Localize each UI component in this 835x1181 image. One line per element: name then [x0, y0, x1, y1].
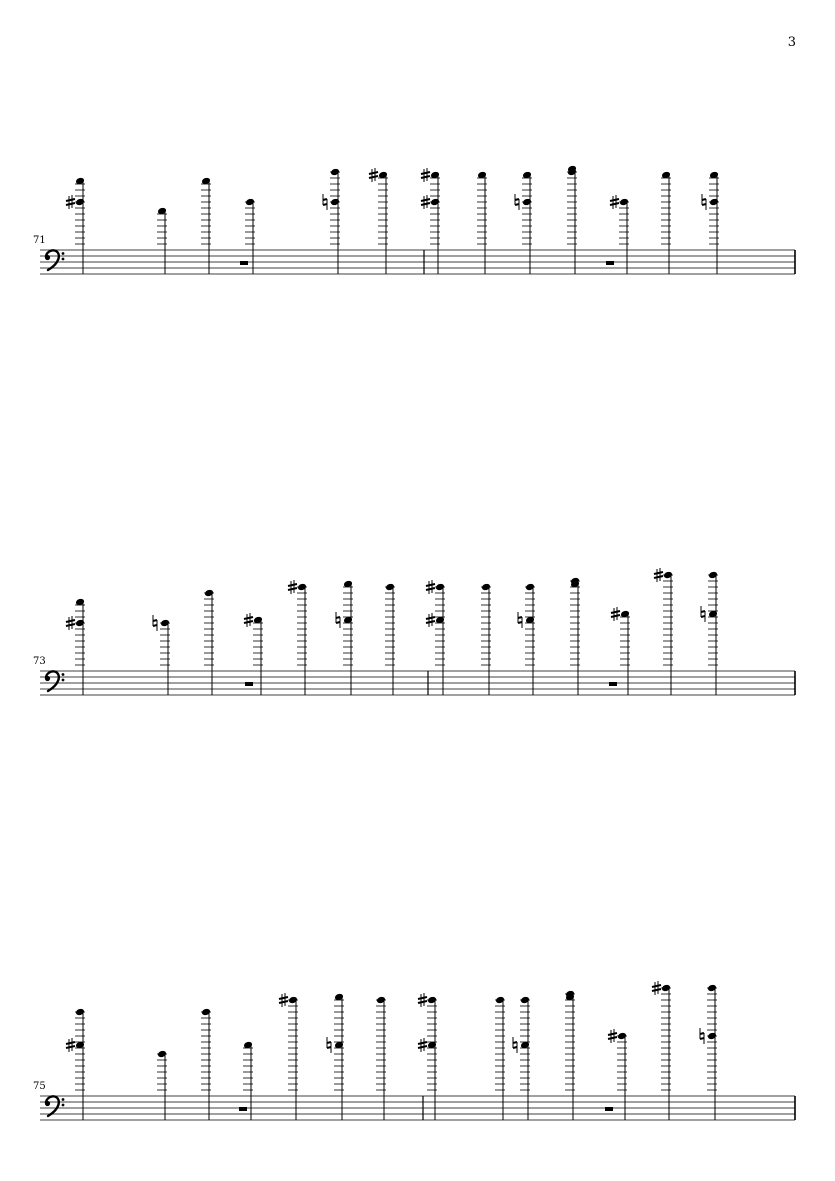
chord	[157, 207, 167, 274]
sharp-stroke	[426, 617, 435, 619]
sharp-accidental	[652, 981, 661, 995]
staff-system	[33, 981, 795, 1120]
sharp-stroke	[426, 621, 435, 623]
measure-number: 71	[33, 235, 46, 246]
sharp-accidental	[369, 168, 378, 182]
sharp-accidental	[608, 1029, 617, 1043]
sharp-stroke	[66, 1046, 75, 1048]
natural-stroke	[336, 617, 340, 618]
chord	[369, 168, 388, 274]
sharp-accidental	[611, 607, 620, 621]
chord	[288, 580, 307, 695]
sharp-accidental	[610, 195, 619, 209]
sharp-stroke	[426, 588, 435, 590]
natural-accidental	[701, 606, 705, 622]
half-rest	[605, 1107, 613, 1111]
natural-stroke	[327, 1042, 331, 1043]
natural-accidental	[513, 1037, 517, 1053]
natural-stroke	[336, 622, 340, 623]
natural-stroke	[515, 199, 519, 200]
clef-dot	[62, 673, 65, 676]
natural-accidental	[153, 615, 157, 631]
half-rest	[606, 261, 614, 265]
chord	[323, 168, 340, 274]
natural-stroke	[515, 204, 519, 205]
natural-accidental	[327, 1037, 331, 1053]
sharp-stroke	[66, 203, 75, 205]
natural-accidental	[515, 194, 519, 210]
sharp-stroke	[418, 1001, 427, 1003]
sharp-stroke	[288, 584, 297, 586]
sharp-stroke	[279, 997, 288, 999]
natural-stroke	[702, 199, 706, 200]
clef-dot	[62, 1098, 65, 1101]
natural-accidental	[336, 612, 340, 628]
chord	[376, 996, 386, 1120]
sharp-accidental	[418, 993, 427, 1007]
sharp-stroke	[279, 1001, 288, 1003]
chord	[513, 996, 530, 1120]
chord	[204, 589, 214, 695]
chord	[702, 171, 719, 274]
clef-dot	[62, 679, 65, 682]
clef-dot	[62, 258, 65, 261]
sharp-accidental	[426, 613, 435, 627]
sharp-accidental	[66, 616, 75, 630]
chord	[477, 171, 487, 274]
sharp-stroke	[611, 615, 620, 617]
sharp-stroke	[369, 172, 378, 174]
chord	[495, 996, 505, 1120]
sharp-stroke	[66, 199, 75, 201]
sharp-accidental	[421, 195, 430, 209]
sharp-stroke	[421, 172, 430, 174]
half-rest	[240, 261, 248, 265]
chord	[336, 580, 353, 695]
bass-clef-icon	[45, 671, 65, 691]
chord	[385, 583, 395, 695]
sharp-stroke	[66, 1042, 75, 1044]
chord	[66, 1008, 85, 1120]
clef-dot	[45, 1101, 50, 1106]
natural-stroke	[153, 620, 157, 621]
chord	[279, 993, 298, 1120]
chord	[518, 583, 535, 695]
sharp-accidental	[244, 613, 253, 627]
sharp-stroke	[654, 576, 663, 578]
sharp-accidental	[421, 168, 430, 182]
bass-clef-icon	[45, 250, 65, 270]
clef-dot	[45, 255, 50, 260]
sharp-stroke	[421, 176, 430, 178]
sharp-stroke	[369, 176, 378, 178]
natural-stroke	[513, 1042, 517, 1043]
clef-dot	[45, 676, 50, 681]
half-rest	[239, 1107, 247, 1111]
clef-dot	[62, 1104, 65, 1107]
sharp-stroke	[418, 997, 427, 999]
bass-clef-icon	[45, 1096, 65, 1116]
sharp-stroke	[610, 199, 619, 201]
chord	[700, 984, 717, 1120]
measure-number: 75	[33, 1081, 46, 1092]
sharp-accidental	[279, 993, 288, 1007]
sharp-accidental	[418, 1038, 427, 1052]
natural-stroke	[323, 204, 327, 205]
chord	[608, 1029, 627, 1120]
sharp-stroke	[66, 624, 75, 626]
natural-stroke	[701, 616, 705, 617]
sharp-stroke	[418, 1042, 427, 1044]
sharp-stroke	[421, 203, 430, 205]
sharp-stroke	[421, 199, 430, 201]
sharp-stroke	[608, 1033, 617, 1035]
sharp-accidental	[426, 580, 435, 594]
sharp-accidental	[654, 568, 663, 582]
sharp-stroke	[66, 620, 75, 622]
sharp-stroke	[418, 1046, 427, 1048]
systems	[33, 165, 795, 1120]
chord	[201, 1008, 211, 1120]
chord	[201, 177, 211, 274]
chord	[611, 607, 630, 695]
staff-system	[33, 568, 795, 695]
sharp-stroke	[654, 572, 663, 574]
natural-stroke	[518, 622, 522, 623]
chord	[515, 171, 532, 274]
clef-curve	[46, 671, 59, 691]
natural-accidental	[323, 194, 327, 210]
sharp-stroke	[426, 584, 435, 586]
sharp-stroke	[608, 1037, 617, 1039]
natural-stroke	[518, 617, 522, 618]
chord	[66, 177, 85, 274]
chord	[661, 171, 671, 274]
clef-dot	[62, 252, 65, 255]
sharp-stroke	[288, 588, 297, 590]
half-rest	[245, 682, 253, 686]
sharp-accidental	[66, 195, 75, 209]
natural-stroke	[702, 204, 706, 205]
chord	[567, 165, 577, 274]
natural-stroke	[701, 611, 705, 612]
sharp-accidental	[288, 580, 297, 594]
chord	[418, 993, 437, 1120]
natural-stroke	[153, 625, 157, 626]
natural-stroke	[513, 1047, 517, 1048]
natural-accidental	[700, 1028, 704, 1044]
natural-accidental	[702, 194, 706, 210]
chord	[701, 571, 718, 695]
sharp-stroke	[610, 203, 619, 205]
sharp-stroke	[244, 621, 253, 623]
chord	[565, 990, 575, 1120]
clef-curve	[46, 1096, 59, 1116]
natural-stroke	[700, 1038, 704, 1039]
staff-system	[33, 165, 795, 274]
chord	[157, 1050, 167, 1120]
sharp-stroke	[611, 611, 620, 613]
natural-stroke	[323, 199, 327, 200]
half-rest	[609, 682, 617, 686]
natural-stroke	[700, 1033, 704, 1034]
chord	[481, 583, 491, 695]
sharp-stroke	[244, 617, 253, 619]
measure-number: 73	[33, 656, 46, 667]
chord	[652, 981, 671, 1120]
chord	[66, 598, 85, 695]
chord	[327, 993, 344, 1120]
natural-stroke	[327, 1047, 331, 1048]
chord	[426, 580, 445, 695]
clef-curve	[46, 250, 59, 270]
chord	[654, 568, 673, 695]
page-number: 3	[787, 35, 796, 50]
sharp-stroke	[652, 985, 661, 987]
sharp-accidental	[66, 1038, 75, 1052]
sharp-stroke	[652, 989, 661, 991]
natural-accidental	[518, 612, 522, 628]
